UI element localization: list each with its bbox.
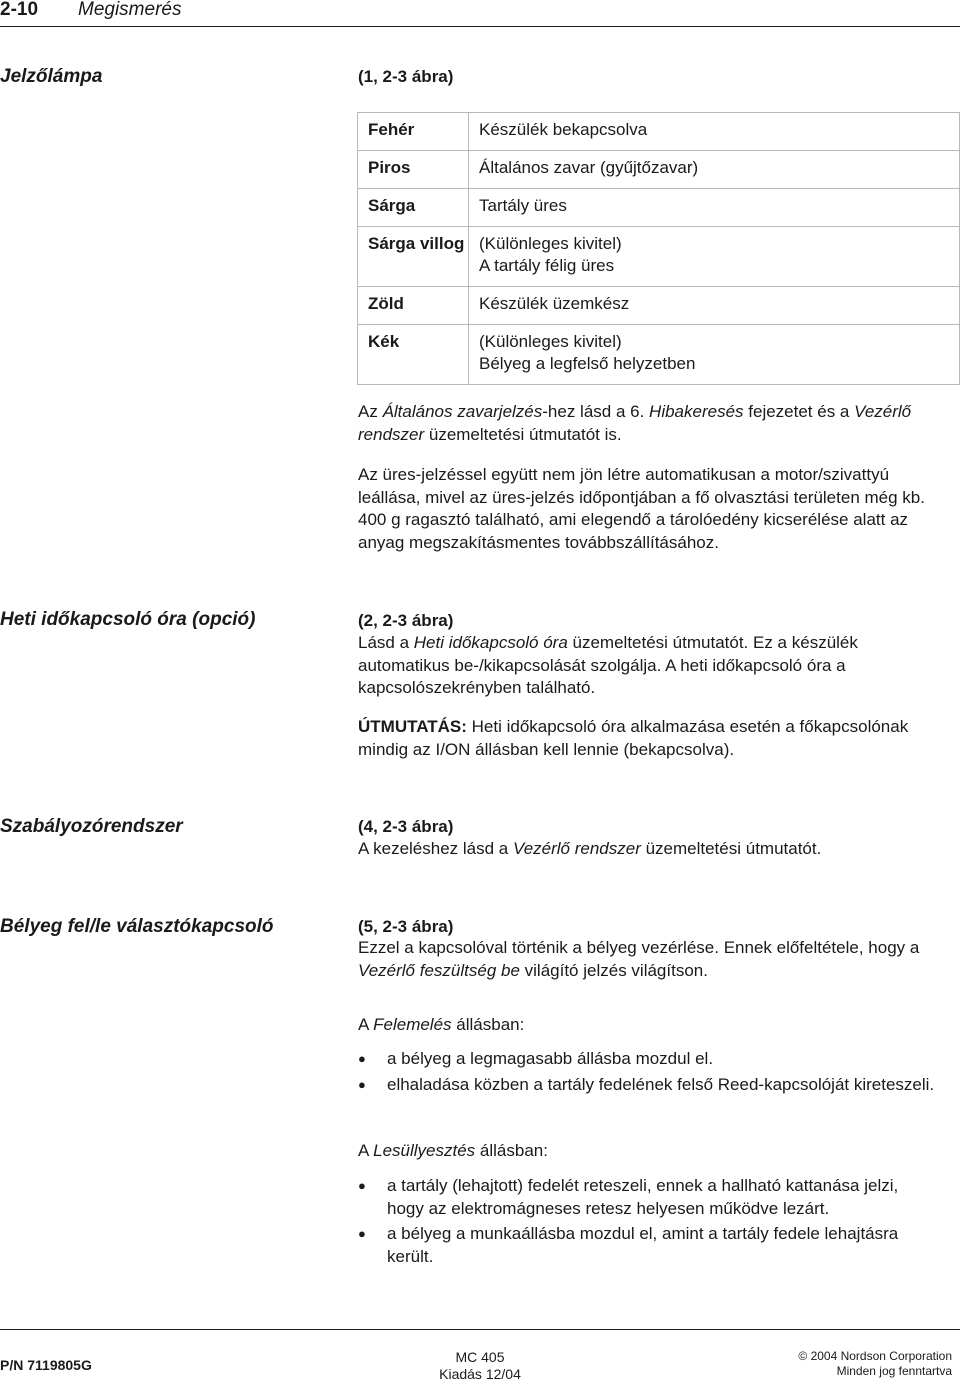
timer-text <box>358 632 938 700</box>
text-run: üzemeltetési útmutatót is. <box>424 424 622 444</box>
lamp-meaning: Készülék üzemkész <box>469 287 960 325</box>
timer-figure-ref: (2, 2-3 ábra) <box>358 611 454 630</box>
lamp-color: Kék <box>358 325 469 385</box>
signal-lamp-table <box>357 112 960 385</box>
italic-text: Lesüllyesztés <box>373 1141 476 1160</box>
footer-rule <box>0 1329 960 1330</box>
table-row <box>358 189 960 227</box>
part-number: P/N 7119805G <box>0 1357 92 1373</box>
section-heading-stamp: Bélyeg fel/le választókapcsoló <box>0 916 274 937</box>
lamp-color: Piros <box>358 151 469 189</box>
lamp-color: Fehér <box>358 113 469 151</box>
table-row <box>358 227 960 287</box>
header-rule <box>0 26 960 27</box>
lower-intro <box>358 1140 938 1163</box>
control-text <box>358 838 938 861</box>
bold-text: ÚTMUTATÁS: <box>358 717 467 736</box>
empty-signal-note: Az üres-jelzéssel együtt nem jön létre automatikusan a motor/szivattyú leállása, mivel az üres-jelzés időpontjában a fő olvasztási területen még kb. 400 g ragasztó található, ami elegendő a tárolóedény kicserélése alatt az anyag megszakításmentes továbbszállításához. <box>358 465 925 553</box>
page-number: 2-10 <box>0 0 39 20</box>
issue-date: Kiadás 12/04 <box>439 1366 521 1382</box>
lamp-meaning: (Különleges kivitel) A tartály félig üres <box>469 227 960 287</box>
text-run: állásban: <box>451 1015 525 1034</box>
table-row <box>358 151 960 189</box>
section-heading-signal-lamp: Jelzőlámpa <box>0 66 103 87</box>
text-run: Lásd a <box>358 633 414 652</box>
lamp-meaning: Készülék bekapcsolva <box>469 113 960 151</box>
text-run: üzemeltetési útmutatót. Ez a készülék automatikus be-/kikapcsolását szolgálja. A heti időkapcsoló óra a kapcsolószekrényben található. <box>358 633 858 698</box>
signal-lamp-note <box>358 401 938 446</box>
rights: Minden jog fenntartva <box>836 1364 952 1378</box>
table-row <box>358 113 960 151</box>
table-row <box>358 287 960 325</box>
text-run: állásban: <box>475 1141 548 1160</box>
text-run: Az <box>358 402 383 421</box>
text-run: világító jelzés világítson. <box>519 960 708 980</box>
timer-note <box>358 716 938 761</box>
copyright: © 2004 Nordson Corporation <box>798 1349 952 1363</box>
text-run: A kezeléshez lásd a <box>358 839 513 858</box>
raise-intro <box>358 1014 938 1037</box>
list-item: ● a bélyeg a legmagasabb állásba mozdul el. <box>358 1048 938 1071</box>
italic-text: Hibakeresés <box>649 402 744 421</box>
section-heading-control: Szabályozórendszer <box>0 816 183 837</box>
lower-list <box>358 1175 938 1272</box>
lamp-color: Sárga villog <box>358 227 469 287</box>
lamp-meaning: Általános zavar (gyűjtőzavar) <box>469 151 960 189</box>
text-run: Heti időkapcsoló óra alkalmazása esetén a főkapcsolónak mindig az I/ON állásban kell lennie (bekapcsolva). <box>358 717 909 759</box>
chapter-title: Megismerés <box>78 0 182 20</box>
signal-lamp-figure-ref: (1, 2-3 ábra) <box>358 67 454 86</box>
list-item: ● elhaladása közben a tartály fedelének felső Reed-kapcsolóját kireteszeli. <box>358 1074 938 1097</box>
text-run: A <box>358 1141 374 1160</box>
italic-text: Vezérlő rendszer <box>358 402 912 444</box>
model-name: MC 405 <box>455 1349 505 1365</box>
text-run: üzemeltetési útmutatót. <box>640 839 822 858</box>
page-header <box>0 0 960 26</box>
section-heading-timer: Heti időkapcsoló óra (opció) <box>0 609 256 630</box>
list-item: ● a bélyeg a munkaállásba mozdul el, amint a tartály fedele lehajtásra került. <box>358 1223 938 1268</box>
italic-text: Vezérlő rendszer <box>512 839 641 858</box>
italic-text: Vezérlő feszültség be <box>358 960 520 980</box>
italic-text: Heti időkapcsoló óra <box>413 633 568 652</box>
lamp-color: Zöld <box>358 287 469 325</box>
text-run: -hez lásd a 6. <box>542 402 650 421</box>
text-run: A <box>358 1015 374 1034</box>
lamp-meaning: (Különleges kivitel) Bélyeg a legfelső helyzetben <box>469 325 960 385</box>
footer-center <box>380 1349 580 1383</box>
table-row <box>358 325 960 385</box>
control-figure-ref: (4, 2-3 ábra) <box>358 817 454 836</box>
stamp-text <box>358 937 938 982</box>
raise-list <box>358 1048 938 1099</box>
stamp-figure-ref: (5, 2-3 ábra) <box>358 917 454 936</box>
list-item: ● a tartály (lehajtott) fedelét reteszeli, ennek a hallható kattanása jelzi, hogy az elektromágneses retesz helyesen működve lezárt. <box>358 1175 938 1220</box>
footer-right <box>700 1349 952 1379</box>
lamp-color: Sárga <box>358 189 469 227</box>
text-run: fejezetet és a <box>743 402 855 421</box>
lamp-meaning: Tartály üres <box>469 189 960 227</box>
italic-text: Általános zavarjelzés <box>382 402 543 421</box>
italic-text: Felemelés <box>373 1015 452 1034</box>
text-run: Ezzel a kapcsolóval történik a bélyeg vezérlése. Ennek előfeltétele, hogy a <box>358 938 920 957</box>
